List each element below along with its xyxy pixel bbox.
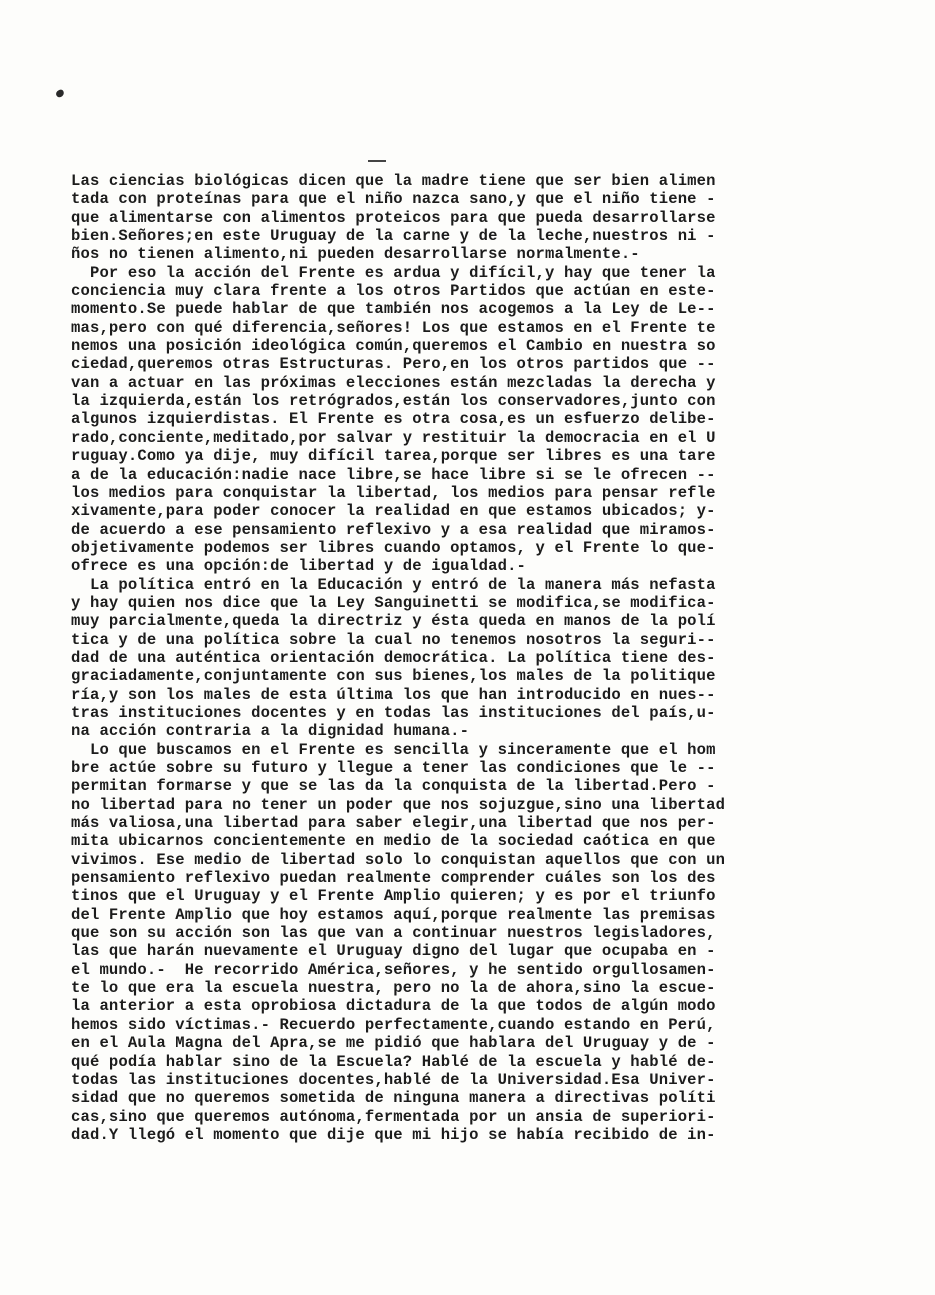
text-line: ruguay.Como ya dije, muy difícil tarea,porque ser libres es una tare	[71, 447, 716, 466]
text-line: el mundo.- He recorrido América,señores, y he sentido orgullosamen-	[71, 960, 716, 979]
text-line: Lo que buscamos en el Frente es sencilla y sinceramente que el hom	[71, 740, 716, 759]
text-line: mita ubicarnos concientemente en medio de la sociedad caótica en que	[71, 832, 716, 851]
text-line: que alimentarse con alimentos proteicos para que pueda desarrollarse	[71, 208, 716, 227]
text-line: te lo que era la escuela nuestra, pero no la de ahora,sino la escue-	[71, 979, 716, 998]
ink-speck	[55, 89, 65, 99]
text-line: en el Aula Magna del Apra,se me pidió que hablara del Uruguay y de -	[71, 1034, 716, 1053]
text-line: y hay quien nos dice que la Ley Sanguinetti se modifica,se modifica-	[71, 593, 716, 612]
text-line: La política entró en la Educación y entró de la manera más nefasta	[71, 575, 716, 594]
text-line: conciencia muy clara frente a los otros Partidos que actúan en este-	[71, 282, 716, 301]
text-line: muy parcialmente,queda la directriz y ésta queda en manos de la polí	[71, 612, 716, 631]
ink-mark	[368, 160, 386, 162]
text-line: ños no tienen alimento,ni pueden desarrollarse normalmente.-	[71, 245, 640, 264]
text-line: graciadamente,conjuntamente con sus bienes,los males de la politique	[71, 667, 716, 686]
text-line: momento.Se puede hablar de que también nos acogemos a la Ley de Le--	[71, 300, 716, 319]
text-line: cas,sino que queremos autónoma,fermentada por un ansia de superiori-	[71, 1107, 716, 1126]
text-line: bien.Señores;en este Uruguay de la carne y de la leche,nuestros ni -	[71, 227, 716, 246]
typewritten-text	[71, 172, 851, 1144]
text-line: del Frente Amplio que hoy estamos aquí,porque realmente las premisas	[71, 905, 716, 924]
text-line: tinos que el Uruguay y el Frente Amplio quieren; y es por el triunfo	[71, 887, 716, 906]
text-line: Por eso la acción del Frente es ardua y difícil,y hay que tener la	[71, 263, 716, 282]
text-line: Las ciencias biológicas dicen que la madre tiene que ser bien alimen	[71, 172, 716, 190]
text-line: sidad que no queremos sometida de ninguna manera a directivas políti	[71, 1089, 716, 1108]
text-line: todas las instituciones docentes,hablé de la Universidad.Esa Univer-	[71, 1070, 716, 1089]
text-line: vivimos. Ese medio de libertad solo lo conquistan aquellos que con un	[71, 850, 726, 869]
text-line: ciedad,queremos otras Estructuras. Pero,en los otros partidos que --	[71, 355, 716, 374]
text-line: la izquierda,están los retrógrados,están los conservadores,junto con	[71, 392, 716, 411]
text-line: nemos una posición ideológica común,queremos el Cambio en nuestra so	[71, 337, 716, 356]
text-line: hemos sido víctimas.- Recuerdo perfectamente,cuando estando en Perú,	[71, 1015, 716, 1034]
text-line: permitan formarse y que se las da la conquista de la libertad.Pero -	[71, 777, 716, 796]
text-line: rado,conciente,meditado,por salvar y restituir la democracia en el U	[71, 428, 716, 447]
text-line: mas,pero con qué diferencia,señores! Los que estamos en el Frente te	[71, 318, 716, 337]
text-line: na acción contraria a la dignidad humana.-	[71, 722, 470, 741]
text-line: xivamente,para poder conocer la realidad en que estamos ubicados; y-	[71, 502, 716, 521]
text-line: qué podía hablar sino de la Escuela? Hablé de la escuela y hablé de-	[71, 1052, 716, 1071]
text-line: tica y de una política sobre la cual no tenemos nosotros la seguri--	[71, 630, 716, 649]
text-line: ría,y son los males de esta última los que han introducido en nues--	[71, 685, 716, 704]
text-line: bre actúe sobre su futuro y llegue a tener las condiciones que le --	[71, 759, 716, 777]
text-line: dad.Y llegó el momento que dije que mi hijo se había recibido de in-	[71, 1125, 716, 1144]
text-line: las que harán nuevamente el Uruguay digno del lugar que ocupaba en -	[71, 942, 716, 961]
text-line: tras instituciones docentes y en todas las instituciones del país,u-	[71, 703, 716, 722]
text-line: dad de una auténtica orientación democrática. La política tiene des-	[71, 648, 716, 667]
text-line: la anterior a esta oprobiosa dictadura de la que todos de algún modo	[71, 997, 716, 1016]
text-line: algunos izquierdistas. El Frente es otra cosa,es un esfuerzo delibe-	[71, 410, 716, 429]
text-line: van a actuar en las próximas elecciones están mezcladas la derecha y	[71, 373, 716, 392]
text-line: tada con proteínas para que el niño nazca sano,y que el niño tiene -	[71, 190, 716, 209]
text-line: ofrece es una opción:de libertad y de igualdad.-	[71, 557, 527, 576]
text-line: más valiosa,una libertad para saber elegir,una libertad que nos per-	[71, 814, 716, 833]
text-line: objetivamente podemos ser libres cuando optamos, y el Frente lo que-	[71, 538, 716, 557]
text-line: no libertad para no tener un poder que nos sojuzgue,sino una libertad	[71, 795, 726, 814]
text-line: a de la educación:nadie nace libre,se hace libre si se le ofrecen --	[71, 465, 716, 484]
text-line: pensamiento reflexivo puedan realmente comprender cuáles son los des	[71, 869, 716, 888]
text-line: los medios para conquistar la libertad, los medios para pensar refle	[71, 483, 716, 502]
text-line: que son su acción son las que van a continuar nuestros legisladores,	[71, 924, 716, 943]
text-line: de acuerdo a ese pensamiento reflexivo y a esa realidad que miramos-	[71, 520, 716, 539]
